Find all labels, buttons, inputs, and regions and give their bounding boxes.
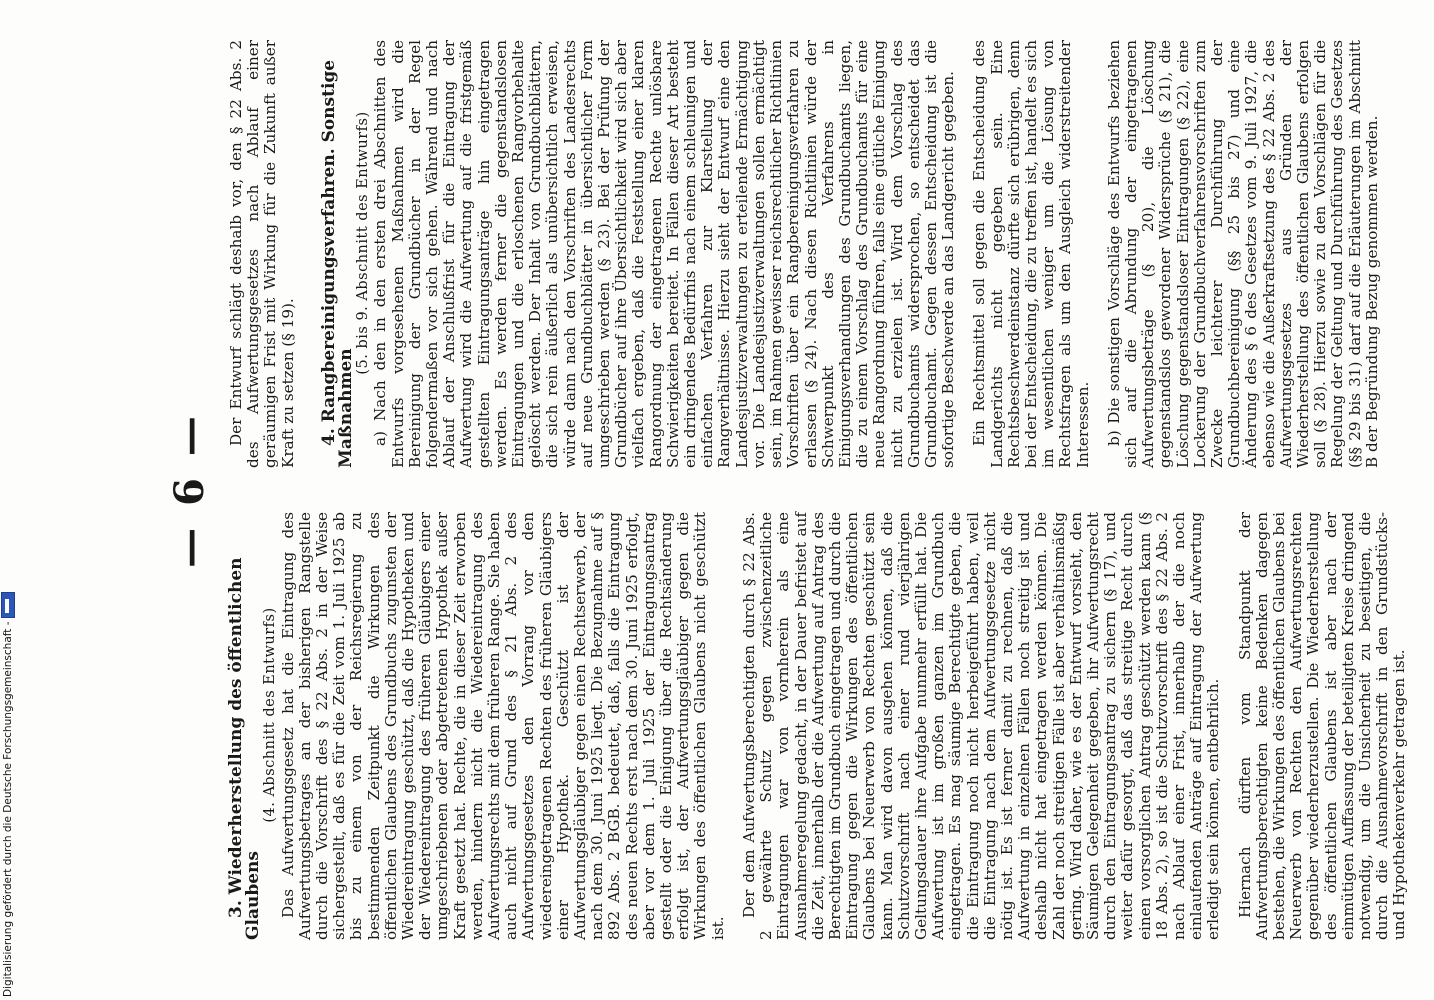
paragraph: Der dem Aufwertungsberechtigten durch § 22 Abs. 2 gewährte Schutz gegen zwischenzeitliche Eintragungen war von vornherein als eine Ausnahmeregelung gedacht, in der Dauer befristet auf die Zeit, innerhalb der die Aufwertung auf Antrag des Berechtigten im Grundbuch eingetragen und durch die Eintragung gegen die Wirkungen des öffentlichen Glaubens bei Neuerwerb von Rechten geschützt sein kann. Man wird davon ausgehen können, daß die Schutzvorschrift nach einer rund vierjährigen Geltungsdauer ihre Aufgabe nunmehr erfüllt hat. Die Aufwertung ist im großen ganzen im Grundbuch eingetragen. Es mag säumige Berechtigte geben, die die Eintragung noch nicht herbeigeführt haben, weil die Eintragung nach dem Aufwertungsgesetze nicht nötig ist. Es ist ferner damit zu rechnen, daß die Aufwertung in einzelnen Fällen noch streitig ist und deshalb nicht hat eingetragen werden können. Die Zahl der noch streitigen Fälle ist aber verhältnismäßig gering. Wird daher, wie es der Entwurf vorsieht, den Säumigen Gelegenheit gegeben, ihr Aufwertungsrecht durch den Eintragungsantrag zu sichern (§ 17), und weiter dafür gesorgt, daß das streitige Recht durch einen vorsorglichen Antrag geschützt werden kann (§ 18 Abs. 2), so ist die Schutzvorschrift des § 22 Abs. 2 nach Ablauf einer Frist, innerhalb der die noch einlaufenden Anträge auf Eintragung der Aufwertung erledigt sein können, entbehrlich. (739, 512, 1223, 940)
dfg-logo-icon (1, 592, 15, 618)
text-columns (228, 40, 1409, 940)
footer-text: Digitalisierung gefördert durch die Deutsche Forschungsgemeinschaft - (2, 621, 14, 997)
paragraph: Der Entwurf schlägt deshalb vor, den § 22 Abs. 2 des Aufwertungsgesetzes nach Ablauf einer geräumigen Frist mit Wirkung für die Zukunft außer Kraft zu setzen (§ 19). (227, 40, 297, 468)
section-heading-3: 3. Wiederherstellung des öffentlichen Glaubens (226, 557, 264, 940)
left-column (228, 512, 1409, 940)
page-number: — 6 — (166, 412, 213, 568)
paragraph-gap (1092, 40, 1106, 468)
paragraph-gap (957, 40, 971, 468)
paragraph: b) Die sonstigen Vorschläge des Entwurfs beziehen sich auf die Abrundung der eingetragenen Aufwertungsbeträge (§ 20), die Löschung gegenstandslos gewordener Widersprüche (§ 21), die Löschung gegenstandsloser Eintragungen (§ 22), eine Lockerung der Grundbuchverfahrensvorschriften zum Zwecke leichterer Durchführung der Grundbuchbereinigung (§§ 25 bis 27) und eine Änderung des § 6 des Gesetzes vom 9. Juli 1927, die ebenso wie die Außerkraftsetzung des § 22 Abs. 2 des Aufwertungsgesetzes aus Gründen der Wiederherstellung des öffentlichen Glaubens erfolgen soll (§ 28). Hierzu sowie zu den Vorschlägen für die Regelung der Geltung und Durchführung des Gesetzes (§§ 29 bis 31) darf auf die Erläuterungen im Abschnitt B der Begründung Bezug genommen werden. (1104, 40, 1381, 468)
digitization-credit (0, 0, 16, 1000)
section-subheading-4: (5. bis 9. Abschnitt des Entwurfs) (355, 111, 372, 375)
paragraph: Hiernach dürften vom Standpunkt der Aufwertungsberechtigten keine Bedenken dagegen bestehen, die Wirkungen des öffentlichen Glaubens bei Neuerwerb von Rechten den Aufwertungsrechten gegenüber wiederherzustellen. Die Wiederherstellung des öffentlichen Glaubens ist aber nach der einmütigen Auffassung der beteiligten Kreise dringend notwendig, um die Unsicherheit zu beseitigen, die durch die Ausnahmevorschrift in den Grundstücks- und Hypothekenverkehr getragen ist. (1235, 512, 1409, 940)
rotated-document-page (150, 0, 1410, 1000)
right-column (228, 40, 1409, 468)
paragraph-gap (297, 40, 321, 468)
paragraph: a) Nach den in den ersten drei Abschnitten des Entwurfs vorgesehenen Maßnahmen wird die Bereinigung der Grundbücher in der Regel folgendermaßen vor sich gehen. Während und nach Ablauf der Anschlußfrist für die Eintragung der Aufwertung wird die Aufwertung auf die fristgemäß gestellten Eintragungsanträge hin eingetragen werden. Es werden ferner die gegenstandslosen Eintragungen und die erloschenen Rangvorbehalte gelöscht werden. Der Inhalt von Grundbuchblättern, die sich rein äußerlich als unübersichtlich erweisen, würde dann nach den Vorschriften des Landesrechts auf neue Grundbuchblätter in übersichtlicher Form umgeschrieben werden (§ 23). Bei der Prüfung der Grundbücher auf ihre Übersichtlichkeit wird sich aber vielfach ergeben, daß die Feststellung einer klaren Rangordnung der eingetragenen Rechte unlösbare Schwierigkeiten bereitet. In Fällen dieser Art besteht ein dringendes Bedürfnis nach einem schleunigen und einfachen Verfahren zur Klarstellung der Rangverhältnisse. Hierzu sieht der Entwurf eine den Landesjustizverwaltungen zu erteilende Ermächtigung vor. Die Landesjustizverwaltungen sollen ermächtigt sein, im Rahmen gewisser reichsrechtlicher Richtlinien Vorschriften über ein Rangbereinigungsverfahren zu erlassen (§ 24). Nach diesen Richtlinien würde der Schwerpunkt des Verfahrens in Einigungsverhandlungen des Grundbuchamts liegen, die zu einem Vorschlag des Grundbuchamts für eine neue Rangordnung führen, falls eine gütliche Einigung nicht zu erzielen ist. Wird dem Vorschlag des Grundbuchamts widersprochen, so entscheidet das Grundbuchamt. Gegen dessen Entscheidung ist die sofortige Beschwerde an das Landgericht gegeben. (371, 40, 958, 468)
paragraph: Ein Rechtsmittel soll gegen die Entscheidung des Landgerichts nicht gegeben sein. Eine Rechtsbeschwerdeinstanz dürfte sich erübrigen, denn bei der Entscheidung, die zu treffen ist, handelt es sich im wesentlichen weniger um die Lösung von Rechtsfragen als um den Ausgleich widerstreitender Interessen. (970, 40, 1092, 468)
section-heading-4: 4. Rangbereinigungsverfahren. Sonstige Maßnahmen (318, 59, 357, 468)
paragraph-gap (1223, 512, 1237, 940)
section-subheading-3: (4. Abschnitt des Entwurfs) (262, 607, 279, 823)
paragraph-gap (727, 512, 741, 940)
paragraph: Das Aufwertungsgesetz hat die Eintragung des Aufwertungsbetrages an der bisherigen Rangstelle durch die Vorschrift des § 22 Abs. 2 in der Weise sichergestellt, daß es für die Zeit vom 1. Juli 1925 ab bis zu einem von der Reichsregierung zu bestimmenden Zeitpunkt die Wirkungen des öffentlichen Glaubens des Grundbuchs zugunsten der Wiedereintragung geschützt, daß die Hypotheken und der Wiedereintragung des früheren Gläubigers einer umgeschriebenen oder abgetretenen Hypothek außer Kraft gesetzt hat. Rechte, die in dieser Zeit erworben werden, hindern nicht die Wiedereintragung des Aufwertungsrechts mit dem früheren Range. Sie haben auch nicht auf Grund des § 21 Abs. 2 des Aufwertungsgesetzes den Vorrang vor den wiedereingetragenen Rechten des früheren Gläubigers einer Hypothek. Geschützt ist der Aufwertungsgläubiger gegen einen Rechtserwerb, der nach dem 30. Juni 1925 liegt. Die Bezugnahme auf § 892 Abs. 2 BGB. bedeutet, daß, falls die Eintragung des neuen Rechts erst nach dem 30. Juni 1925 erfolgt, aber vor dem 1. Juli 1925 der Eintragungsantrag gestellt oder die Einigung über die Rechtsänderung erfolgt ist, der Aufwertungsgläubiger gegen die Wirkungen des öffentlichen Glaubens nicht geschützt ist. (278, 512, 727, 940)
